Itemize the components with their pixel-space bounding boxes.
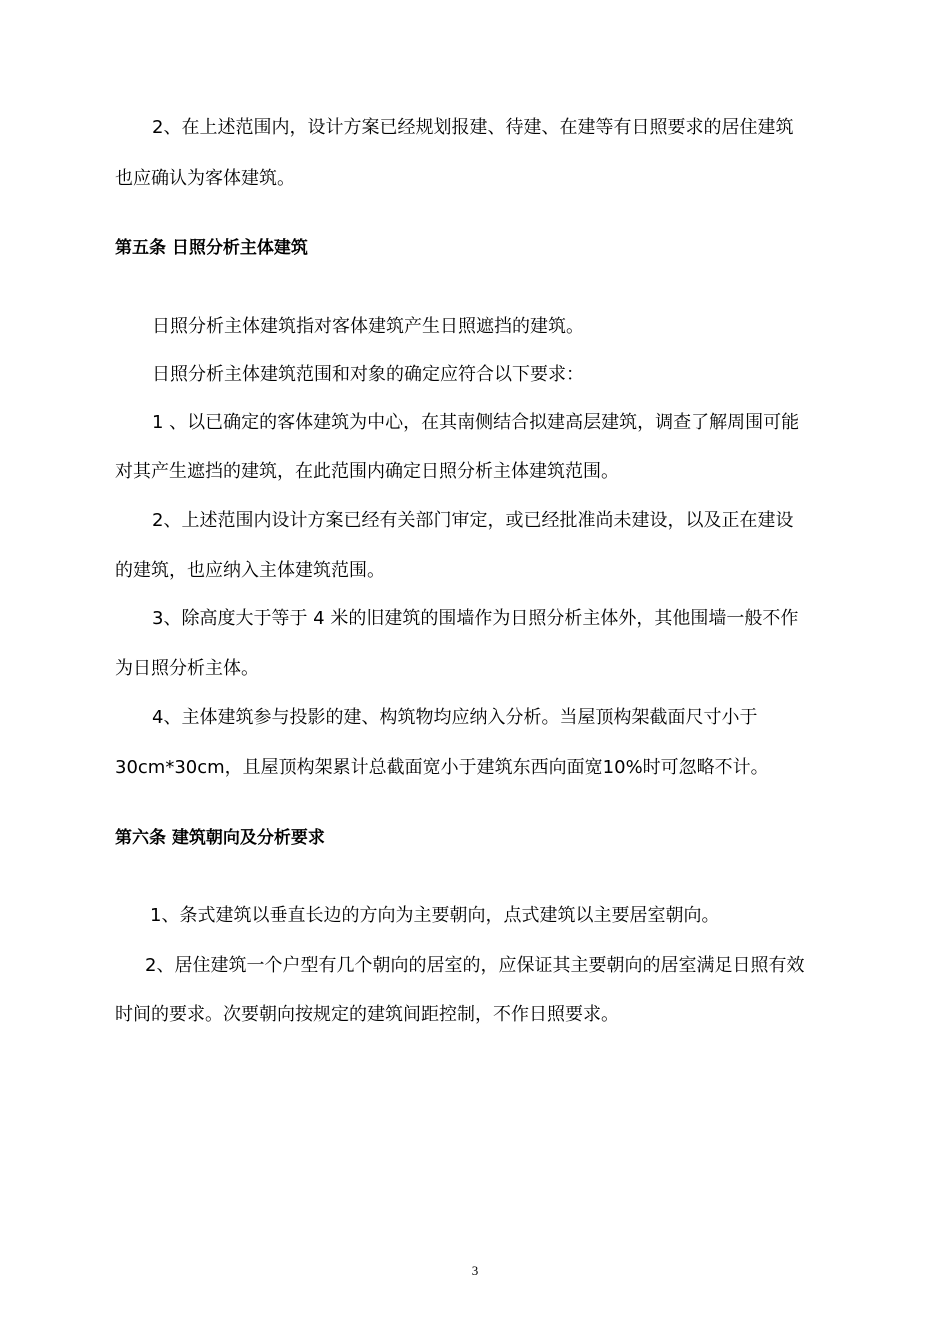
list-item-line: 30cm*30cm，且屋顶构架累计总截面宽小于建筑东西向面宽10%时可忽略不计。 [115, 757, 769, 778]
paragraph-line: 2、在上述范围内，设计方案已经规划报建、待建、在建等有日照要求的居住建筑 [152, 117, 794, 138]
page-number: 3 [471, 1263, 479, 1278]
list-item-line: 对其产生遮挡的建筑，在此范围内确定日照分析主体建筑范围。 [115, 461, 619, 482]
list-item-line: 1 、以已确定的客体建筑为中心，在其南侧结合拟建高层建筑，调查了解周围可能 [152, 412, 800, 433]
paragraph-line: 日照分析主体建筑范围和对象的确定应符合以下要求： [152, 364, 584, 385]
paragraph-line: 也应确认为客体建筑。 [115, 168, 295, 189]
list-item-line: 4、主体建筑参与投影的建、构筑物均应纳入分析。当屋顶构架截面尺寸小于 [152, 707, 758, 728]
list-item-line: 2、上述范围内设计方案已经有关部门审定，或已经批准尚未建设，以及正在建设 [152, 510, 794, 531]
list-item-line: 2、居住建筑一个户型有几个朝向的居室的，应保证其主要朝向的居室满足日照有效 [145, 955, 805, 976]
list-item-line: 时间的要求。次要朝向按规定的建筑间距控制，不作日照要求。 [115, 1004, 619, 1025]
list-item-line: 为日照分析主体。 [115, 658, 259, 679]
list-item-line: 3、除高度大于等于 4 米的旧建筑的围墙作为日照分析主体外，其他围墙一般不作 [152, 608, 799, 629]
section-heading-article6: 第六条 建筑朝向及分析要求 [115, 828, 325, 848]
paragraph-line: 日照分析主体建筑指对客体建筑产生日照遮挡的建筑。 [152, 316, 584, 337]
list-item-line: 的建筑，也应纳入主体建筑范围。 [115, 560, 385, 581]
list-item-line: 1、条式建筑以垂直长边的方向为主要朝向，点式建筑以主要居室朝向。 [150, 905, 720, 926]
section-heading-article5: 第五条 日照分析主体建筑 [115, 238, 308, 258]
